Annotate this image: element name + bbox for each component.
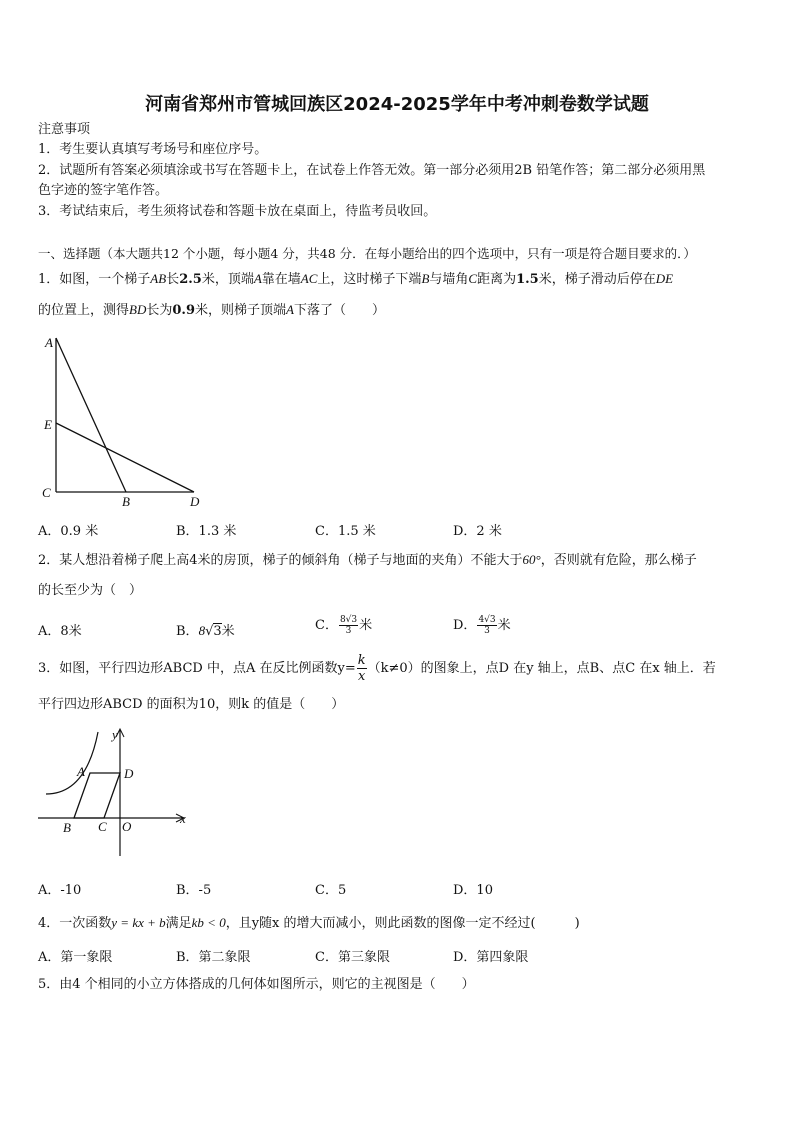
q4-text: 4．一次函数 <box>38 916 112 931</box>
q3-parallelogram <box>74 773 120 818</box>
q4-text: 满足 <box>165 916 192 931</box>
q2-text: 2．某人想沿着梯子爬上高4米的房顶，梯子的倾斜角（梯子与地面的夹角）不能大于 <box>38 553 523 568</box>
notice-item-2: 2．试题所有答案必须填涂或书写在答题卡上，在试卷上作答无效。第一部分必须用2B 铅笔作答；第二部分必须用黑 <box>38 163 706 178</box>
q1-label-d: D <box>190 494 200 509</box>
q1-label-b: B <box>122 494 130 509</box>
q1-num-len: 2.5 <box>179 272 202 287</box>
q1-text: 米，梯子滑动后停在 <box>538 272 656 287</box>
q1-label-c: C <box>42 485 51 500</box>
q3-label-x: x <box>180 811 186 826</box>
q2-option-d-fraction <box>477 615 496 636</box>
q3-numerator-k: k <box>357 653 366 668</box>
q1-var-b: B <box>421 271 430 286</box>
q3-option-d[interactable]: D．10 <box>453 883 493 898</box>
page-title: 河南省郑州市管城回族区2024-2025学年中考冲刺卷数学试题 <box>145 94 649 115</box>
section-heading: 一、选择题（本大题共12 个小题，每小题4 分，共48 分．在每小题给出的四个选项中，只有一项是符合题目要求的．） <box>38 246 696 261</box>
q4-line-1 <box>38 914 580 933</box>
q3-label-c: C <box>98 819 107 834</box>
q3-label-o: O <box>122 819 132 834</box>
q1-ladder-ab <box>56 338 126 492</box>
q4-option-d[interactable]: D．第四象限 <box>453 950 529 965</box>
q2-option-b-prefix: B． <box>176 624 199 639</box>
q2-option-c-prefix: C． <box>315 618 338 633</box>
q2-option-d-unit: 米 <box>497 618 511 633</box>
q1-text: 长为 <box>146 303 173 318</box>
q1-line-1 <box>38 270 673 289</box>
q3-text: 3．如图，平行四边形ABCD 中，点A 在反比例函数y= <box>38 661 356 676</box>
q1-var-ac: AC <box>300 271 318 286</box>
q3-line-2: 平行四边形ABCD 的面积为10，则k 的值是（ ） <box>38 697 345 712</box>
q1-option-a[interactable]: A．0.9 米 <box>38 524 99 539</box>
notice-item-1: 1．考生要认真填写考场号和座位序号。 <box>38 142 268 157</box>
q1-var-c: C <box>468 271 478 286</box>
q1-option-b[interactable]: B．1.3 米 <box>176 524 237 539</box>
q4-option-c[interactable]: C．第三象限 <box>315 950 390 965</box>
q1-var-a: A <box>253 271 262 286</box>
q3-denominator-x: x <box>357 669 366 684</box>
q3-label-b: B <box>63 820 71 835</box>
q4-option-a[interactable]: A．第一象限 <box>38 950 113 965</box>
q1-option-c[interactable]: C．1.5 米 <box>315 524 376 539</box>
q3-label-d: D <box>124 766 134 781</box>
q2-angle: 60° <box>522 552 541 567</box>
q1-text: 米，顶端 <box>201 272 254 287</box>
q4-function: y = kx + b <box>111 915 166 930</box>
q2-line-1 <box>38 551 697 570</box>
q1-ladder-ed <box>56 423 194 492</box>
q2-option-b-radicand: 3 <box>213 624 222 639</box>
q3-label-a: A <box>77 764 85 779</box>
q3-label-y: y <box>112 727 118 742</box>
q3-figure <box>34 724 194 860</box>
q2-option-d-prefix: D． <box>453 618 477 633</box>
q1-text: 1．如图，一个梯子 <box>38 272 151 287</box>
notice-item-2-cont: 色字迹的签字笔作答。 <box>38 183 169 198</box>
q1-text: 下落了（ ） <box>293 303 385 318</box>
q1-var-a: A <box>286 302 294 317</box>
q3-option-a[interactable]: A．-10 <box>38 883 82 898</box>
q3-line-1 <box>38 652 716 686</box>
q1-figure <box>36 328 216 513</box>
q2-option-c-fraction <box>339 615 358 636</box>
q3-option-b[interactable]: B．-5 <box>176 883 212 898</box>
q2-option-b[interactable] <box>176 620 235 639</box>
q3-fraction-k-over-x <box>357 653 367 684</box>
q1-text: 米，则梯子顶端 <box>195 303 287 318</box>
q2-option-a[interactable]: A．8米 <box>38 624 82 639</box>
q1-text: 的位置上，测得 <box>38 303 130 318</box>
q1-var-de: DE <box>655 271 674 286</box>
q2-option-c-denominator: 3 <box>345 626 352 636</box>
q2-option-c[interactable] <box>315 614 372 636</box>
q1-var-ab: AB <box>150 271 167 286</box>
q1-option-d[interactable]: D．2 米 <box>453 524 502 539</box>
q1-text: 与墙角 <box>429 272 469 287</box>
q1-num-val: 0.9 <box>172 303 195 318</box>
q1-text: 长 <box>166 272 180 287</box>
q2-option-d-denominator: 3 <box>484 626 490 636</box>
q4-option-b[interactable]: B．第二象限 <box>176 950 251 965</box>
q4-condition: kb < 0 <box>191 915 226 930</box>
q4-text: ，且y随x 的增大而减小，则此函数的图像一定不经过( ) <box>225 916 580 931</box>
q1-text: 上，这时梯子下端 <box>317 272 422 287</box>
q1-text: 距离为 <box>477 272 517 287</box>
q1-text: 靠在墙 <box>261 272 301 287</box>
q2-text: ，否则就有危险，那么梯子 <box>540 553 697 568</box>
q3-hyperbola <box>46 732 98 794</box>
q2-option-c-numerator: 8√3 <box>339 615 358 625</box>
q2-option-b-coef: 8 <box>198 623 206 638</box>
notice-heading: 注意事项 <box>38 122 91 137</box>
q1-line-2 <box>38 301 385 320</box>
sqrt-icon: √ <box>205 624 214 639</box>
q2-option-b-unit: 米 <box>221 624 235 639</box>
q1-label-a: A <box>45 335 53 350</box>
q1-num-dist: 1.5 <box>516 272 539 287</box>
notice-item-3: 3．考试结束后，考生须将试卷和答题卡放在桌面上，待监考员收回。 <box>38 204 437 219</box>
q1-label-e: E <box>44 417 52 432</box>
q3-option-c[interactable]: C．5 <box>315 883 347 898</box>
q5-line-1: 5．由4 个相同的小立方体搭成的几何体如图所示，则它的主视图是（ ） <box>38 977 475 992</box>
q2-line-2: 的长至少为（ ） <box>38 583 143 598</box>
q1-var-bd: BD <box>129 302 147 317</box>
q2-option-c-unit: 米 <box>359 618 373 633</box>
q2-option-d[interactable] <box>453 614 511 636</box>
q2-option-d-numerator: 4√3 <box>478 615 496 625</box>
q3-text: （k≠0）的图象上，点D 在y 轴上，点B、点C 在x 轴上．若 <box>367 661 716 676</box>
